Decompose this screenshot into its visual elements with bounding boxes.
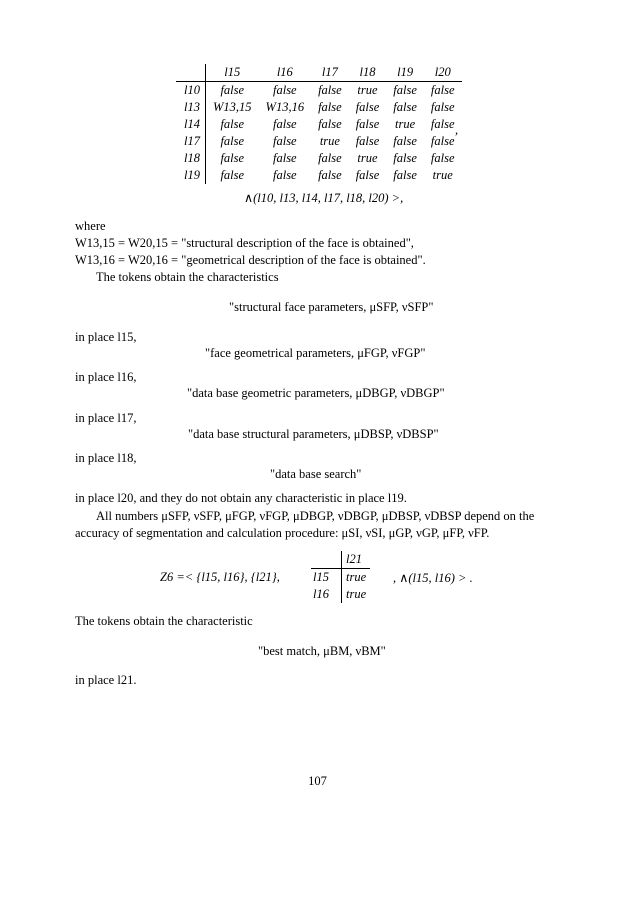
z6-suffix: , ∧(l15, l16) > . — [393, 571, 473, 585]
matrix-1-cell: false — [318, 83, 342, 97]
matrix-2-row-label: l15 — [311, 569, 342, 587]
matrix-1-cell: W13,16 — [265, 100, 305, 114]
matrix-1-cell: false — [220, 151, 245, 165]
matrix-1-row — [176, 133, 462, 150]
matrix-2-row — [311, 586, 370, 603]
characteristic-db-geometric: "data base geometric parameters, μDBGP, νDBGP" — [187, 386, 445, 400]
matrix-1-row — [176, 150, 462, 167]
tokens-sentence-1: The tokens obtain the characteristics — [96, 270, 279, 284]
matrix-2-col-header: l21 — [342, 551, 371, 569]
matrix-1-trailing-comma: , — [455, 123, 459, 137]
matrix-1-cell: false — [393, 83, 417, 97]
matrix-1-cell: false — [355, 134, 380, 148]
matrix-1-cell: false — [220, 83, 245, 97]
matrix-1-cell: false — [430, 83, 455, 97]
matrix-1-cell: false — [273, 134, 297, 148]
matrix-1-cell: false — [393, 151, 417, 165]
final-in-place-sentence: in place l20, and they do not obtain any characteristic in place l19. — [75, 491, 407, 505]
matrix-1-cell: false — [355, 168, 380, 182]
all-numbers-line-1: All numbers μSFP, νSFP, μFGP, νFGP, μDBGP, νDBGP, μDBSP, νDBSP depend on the — [96, 509, 535, 523]
all-numbers-line-2: accuracy of segmentation and calculation procedure: μSI, νSI, μGP, νGP, μFP, νFP. — [75, 526, 490, 540]
characteristic-db-structural: "data base structural parameters, μDBSP, νDBSP" — [188, 427, 439, 441]
tokens-sentence-2: The tokens obtain the characteristic — [75, 614, 253, 628]
in-place-l16: in place l16, — [75, 370, 137, 384]
matrix-2-cell: true — [346, 570, 367, 584]
matrix-1-row-label: l18 — [176, 150, 205, 167]
transition-matrix-1 — [176, 64, 462, 184]
matrix-1-cell: false — [393, 134, 417, 148]
matrix-1-row — [176, 82, 462, 100]
in-place-l15: in place l15, — [75, 330, 137, 344]
w-definition-2: W13,16 = W20,16 = "geometrical description of the face is obtained". — [75, 253, 426, 267]
characteristic-face-geometrical: "face geometrical parameters, μFGP, νFGP" — [205, 346, 426, 360]
z6-prefix: Z6 =< {l15, l16}, {l21}, — [160, 570, 280, 584]
matrix-1-table — [176, 64, 462, 184]
in-place-l17: in place l17, — [75, 411, 137, 425]
matrix-1-row — [176, 167, 462, 184]
matrix-2-corner — [311, 551, 342, 569]
matrix-1-condition: ∧(l10, l13, l14, l17, l18, l20) >, — [244, 191, 404, 205]
matrix-1-cell: true — [357, 83, 378, 97]
in-place-l21: in place l21. — [75, 673, 137, 687]
matrix-1-col-header: l17 — [311, 64, 349, 82]
matrix-1-col-header: l20 — [424, 64, 462, 82]
matrix-1-cell: true — [432, 168, 453, 182]
matrix-1-cell: false — [430, 117, 455, 131]
matrix-1-col-header: l19 — [386, 64, 424, 82]
matrix-1-col-header: l16 — [259, 64, 312, 82]
transition-matrix-2 — [311, 551, 370, 603]
matrix-1-cell: false — [393, 100, 417, 114]
matrix-1-col-header: l18 — [349, 64, 387, 82]
matrix-1-cell: false — [318, 117, 342, 131]
matrix-1-cell: false — [430, 151, 455, 165]
matrix-1-cell: false — [355, 100, 380, 114]
matrix-2-cell: true — [346, 587, 367, 601]
matrix-1-cell: false — [273, 117, 297, 131]
matrix-2-table — [311, 551, 370, 603]
matrix-1-row — [176, 99, 462, 116]
matrix-1-cell: true — [357, 151, 378, 165]
matrix-2-row-label: l16 — [311, 586, 342, 603]
matrix-1-cell: W13,15 — [212, 100, 252, 114]
matrix-1-cell: false — [393, 168, 417, 182]
matrix-1-cell: false — [273, 168, 297, 182]
matrix-1-row-label: l13 — [176, 99, 205, 116]
matrix-1-cell: false — [318, 151, 342, 165]
matrix-1-cell: false — [220, 117, 245, 131]
matrix-1-cell: false — [273, 151, 297, 165]
matrix-1-row-label: l10 — [176, 82, 205, 100]
matrix-1-cell: false — [273, 83, 297, 97]
matrix-1-cell: false — [220, 134, 245, 148]
matrix-1-cell: false — [430, 134, 455, 148]
matrix-1-cell: false — [430, 100, 455, 114]
matrix-1-cell: true — [319, 134, 340, 148]
characteristic-best-match: "best match, μBM, νBM" — [258, 644, 386, 658]
matrix-1-row-label: l19 — [176, 167, 205, 184]
where-label: where — [75, 219, 106, 233]
matrix-1-cell: true — [395, 117, 416, 131]
in-place-l18: in place l18, — [75, 451, 137, 465]
matrix-1-cell: false — [318, 100, 342, 114]
matrix-1-row — [176, 116, 462, 133]
matrix-2-row — [311, 569, 370, 587]
w-definition-1: W13,15 = W20,15 = "structural description of the face is obtained", — [75, 236, 414, 250]
matrix-1-cell: false — [318, 168, 342, 182]
matrix-1-col-header: l15 — [205, 64, 258, 82]
matrix-1-corner — [176, 64, 205, 82]
matrix-1-row-label: l17 — [176, 133, 205, 150]
characteristic-structural-face: "structural face parameters, μSFP, νSFP" — [229, 300, 434, 314]
page-number: 107 — [308, 774, 327, 788]
matrix-1-cell: false — [355, 117, 380, 131]
matrix-1-cell: false — [220, 168, 245, 182]
matrix-1-row-label: l14 — [176, 116, 205, 133]
characteristic-db-search: "data base search" — [270, 467, 362, 481]
